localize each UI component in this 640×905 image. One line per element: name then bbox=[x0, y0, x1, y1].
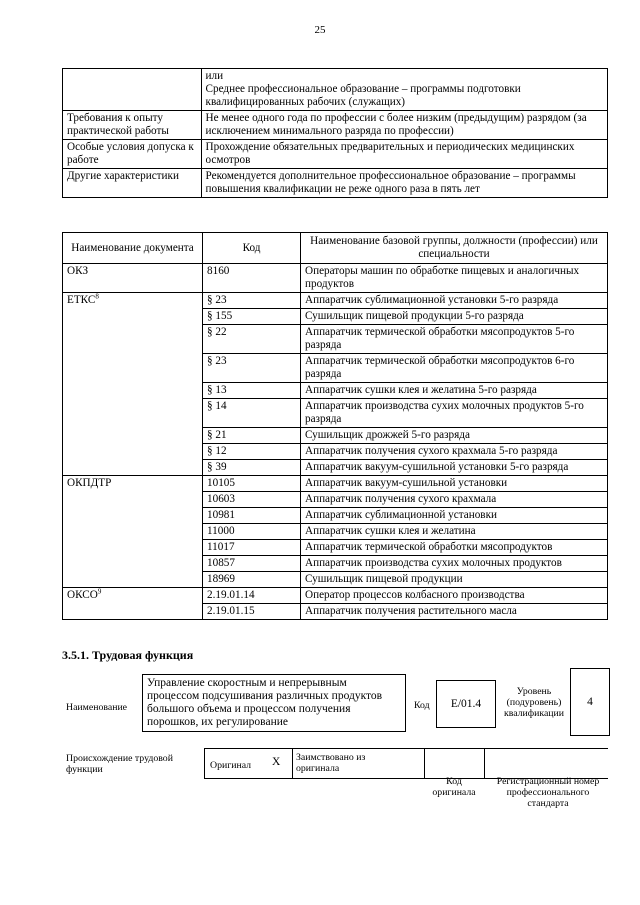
classifier-code: 8160 bbox=[203, 264, 301, 293]
qualification-table bbox=[62, 68, 608, 198]
column-header: Наименование документа bbox=[63, 233, 203, 264]
classifier-code: 10857 bbox=[203, 556, 301, 572]
classifier-code: § 12 bbox=[203, 444, 301, 460]
classifier-code: 10603 bbox=[203, 492, 301, 508]
classifier-header-row bbox=[63, 233, 608, 264]
qual-label: Особые условия допуска к работе bbox=[63, 140, 202, 169]
document-name-text: ОКПДТР bbox=[67, 477, 112, 489]
classifier-code: 10981 bbox=[203, 508, 301, 524]
classifier-name: Аппаратчик вакуум-сушильной установки bbox=[301, 476, 608, 492]
footnote-ref: 8 bbox=[95, 292, 99, 301]
qual-value bbox=[201, 111, 607, 140]
origin-label: Происхождение трудовой функции bbox=[66, 753, 173, 775]
qual-label: Другие характеристики bbox=[63, 169, 202, 198]
classifier-row bbox=[63, 476, 608, 492]
classifier-name: Аппаратчик получения сухого крахмала 5-го разряда bbox=[301, 444, 608, 460]
document-name bbox=[63, 264, 203, 293]
classifier-name: Аппаратчик сублимационной установки 5-го разряда bbox=[301, 293, 608, 309]
qual-row bbox=[63, 111, 608, 140]
qual-value bbox=[201, 169, 607, 198]
code-original-label: Код оригинала bbox=[432, 776, 476, 798]
borrowed-label: Заимствовано из оригинала bbox=[296, 752, 366, 774]
qual-label: Требования к опыту практической работы bbox=[63, 111, 202, 140]
classifier-code: 2.19.01.15 bbox=[203, 604, 301, 620]
classifier-row bbox=[63, 588, 608, 604]
classifier-name: Аппаратчик производства сухих молочных продуктов 5-го разряда bbox=[301, 399, 608, 428]
classifier-code: § 155 bbox=[203, 309, 301, 325]
classifier-name: Сушильщик дрожжей 5-го разряда bbox=[301, 428, 608, 444]
classifier-name: Аппаратчик получения сухого крахмала bbox=[301, 492, 608, 508]
classifier-name: Аппаратчик вакуум-сушильной установки 5-го разряда bbox=[301, 460, 608, 476]
classifier-name: Аппаратчик сушки клея и желатина bbox=[301, 524, 608, 540]
column-header: Наименование базовой группы, должности (профессии) или специальности bbox=[301, 233, 608, 264]
classifier-code: § 39 bbox=[203, 460, 301, 476]
classifier-code: § 23 bbox=[203, 293, 301, 309]
classifier-name: Аппаратчик термической обработки мясопродуктов 6-го разряда bbox=[301, 354, 608, 383]
document-name bbox=[63, 588, 203, 620]
qual-label bbox=[63, 69, 202, 111]
classifier-name: Аппаратчик производства сухих молочных продуктов bbox=[301, 556, 608, 572]
classifier-row bbox=[63, 293, 608, 309]
reg-number-label: Регистрационный номер профессионального стандарта bbox=[496, 776, 600, 809]
function-name: Управление скоростным и непрерывным процессом подсушивания различных продуктов большого объема и процессом получения порошков, их регулирование bbox=[142, 674, 406, 732]
level-value: 4 bbox=[570, 668, 610, 736]
qual-value bbox=[201, 69, 607, 111]
footnote-ref: 9 bbox=[97, 587, 102, 596]
classifier-code: 10105 bbox=[203, 476, 301, 492]
classifier-code: 11000 bbox=[203, 524, 301, 540]
classifier-code: 18969 bbox=[203, 572, 301, 588]
classifier-name: Операторы машин по обработке пищевых и аналогичных продуктов bbox=[301, 264, 608, 293]
classifier-code: § 23 bbox=[203, 354, 301, 383]
name-label: Наименование bbox=[66, 702, 128, 713]
qual-value-line: Рекомендуется дополнительное профессиональное образование – программы повышения квалификации не реже одного раза в пять лет bbox=[205, 170, 576, 195]
qual-value-line: Не менее одного года по профессии с более низким (предыдущим) разрядом (за исключением минимального разряда по профессии) bbox=[205, 112, 587, 137]
qual-row bbox=[63, 69, 608, 111]
classifier-name: Аппаратчик сушки клея и желатина 5-го разряда bbox=[301, 383, 608, 399]
qual-row bbox=[63, 169, 608, 198]
classifier-table bbox=[62, 232, 608, 620]
column-header: Код bbox=[203, 233, 301, 264]
original-label: Оригинал bbox=[210, 760, 252, 771]
document-name-text: ОКЗ bbox=[67, 265, 89, 277]
code-label: Код bbox=[414, 700, 430, 711]
classifier-code: 11017 bbox=[203, 540, 301, 556]
document-name-text: ЕТКС bbox=[67, 294, 96, 306]
document-name bbox=[63, 293, 203, 476]
qual-value-line: Среднее профессиональное образование – программы подготовки квалифицированных рабочих (служащих) bbox=[205, 83, 521, 108]
page-number: 25 bbox=[314, 24, 326, 36]
level-label: Уровень (подуровень) квалификации bbox=[503, 686, 565, 719]
classifier-code: § 21 bbox=[203, 428, 301, 444]
original-mark: X bbox=[272, 756, 281, 768]
qual-value bbox=[201, 140, 607, 169]
section-title: 3.5.1. Трудовая функция bbox=[62, 648, 194, 662]
classifier-name: Аппаратчик термической обработки мясопродуктов 5-го разряда bbox=[301, 325, 608, 354]
function-code: E/01.4 bbox=[436, 680, 496, 728]
qual-value-line: или bbox=[205, 70, 224, 82]
classifier-name: Аппаратчик получения растительного масла bbox=[301, 604, 608, 620]
qual-value-line: Прохождение обязательных предварительных и периодических медицинских осмотров bbox=[205, 141, 575, 166]
document-name bbox=[63, 476, 203, 588]
qual-row bbox=[63, 140, 608, 169]
classifier-code: 2.19.01.14 bbox=[203, 588, 301, 604]
classifier-name: Оператор процессов колбасного производства bbox=[301, 588, 608, 604]
classifier-code: § 14 bbox=[203, 399, 301, 428]
classifier-code: § 22 bbox=[203, 325, 301, 354]
classifier-name: Сушильщик пищевой продукции bbox=[301, 572, 608, 588]
classifier-name: Аппаратчик термической обработки мясопродуктов bbox=[301, 540, 608, 556]
classifier-name: Аппаратчик сублимационной установки bbox=[301, 508, 608, 524]
classifier-code: § 13 bbox=[203, 383, 301, 399]
classifier-name: Сушильщик пищевой продукции 5-го разряда bbox=[301, 309, 608, 325]
classifier-row bbox=[63, 264, 608, 293]
document-name-text: ОКСО bbox=[67, 589, 98, 601]
